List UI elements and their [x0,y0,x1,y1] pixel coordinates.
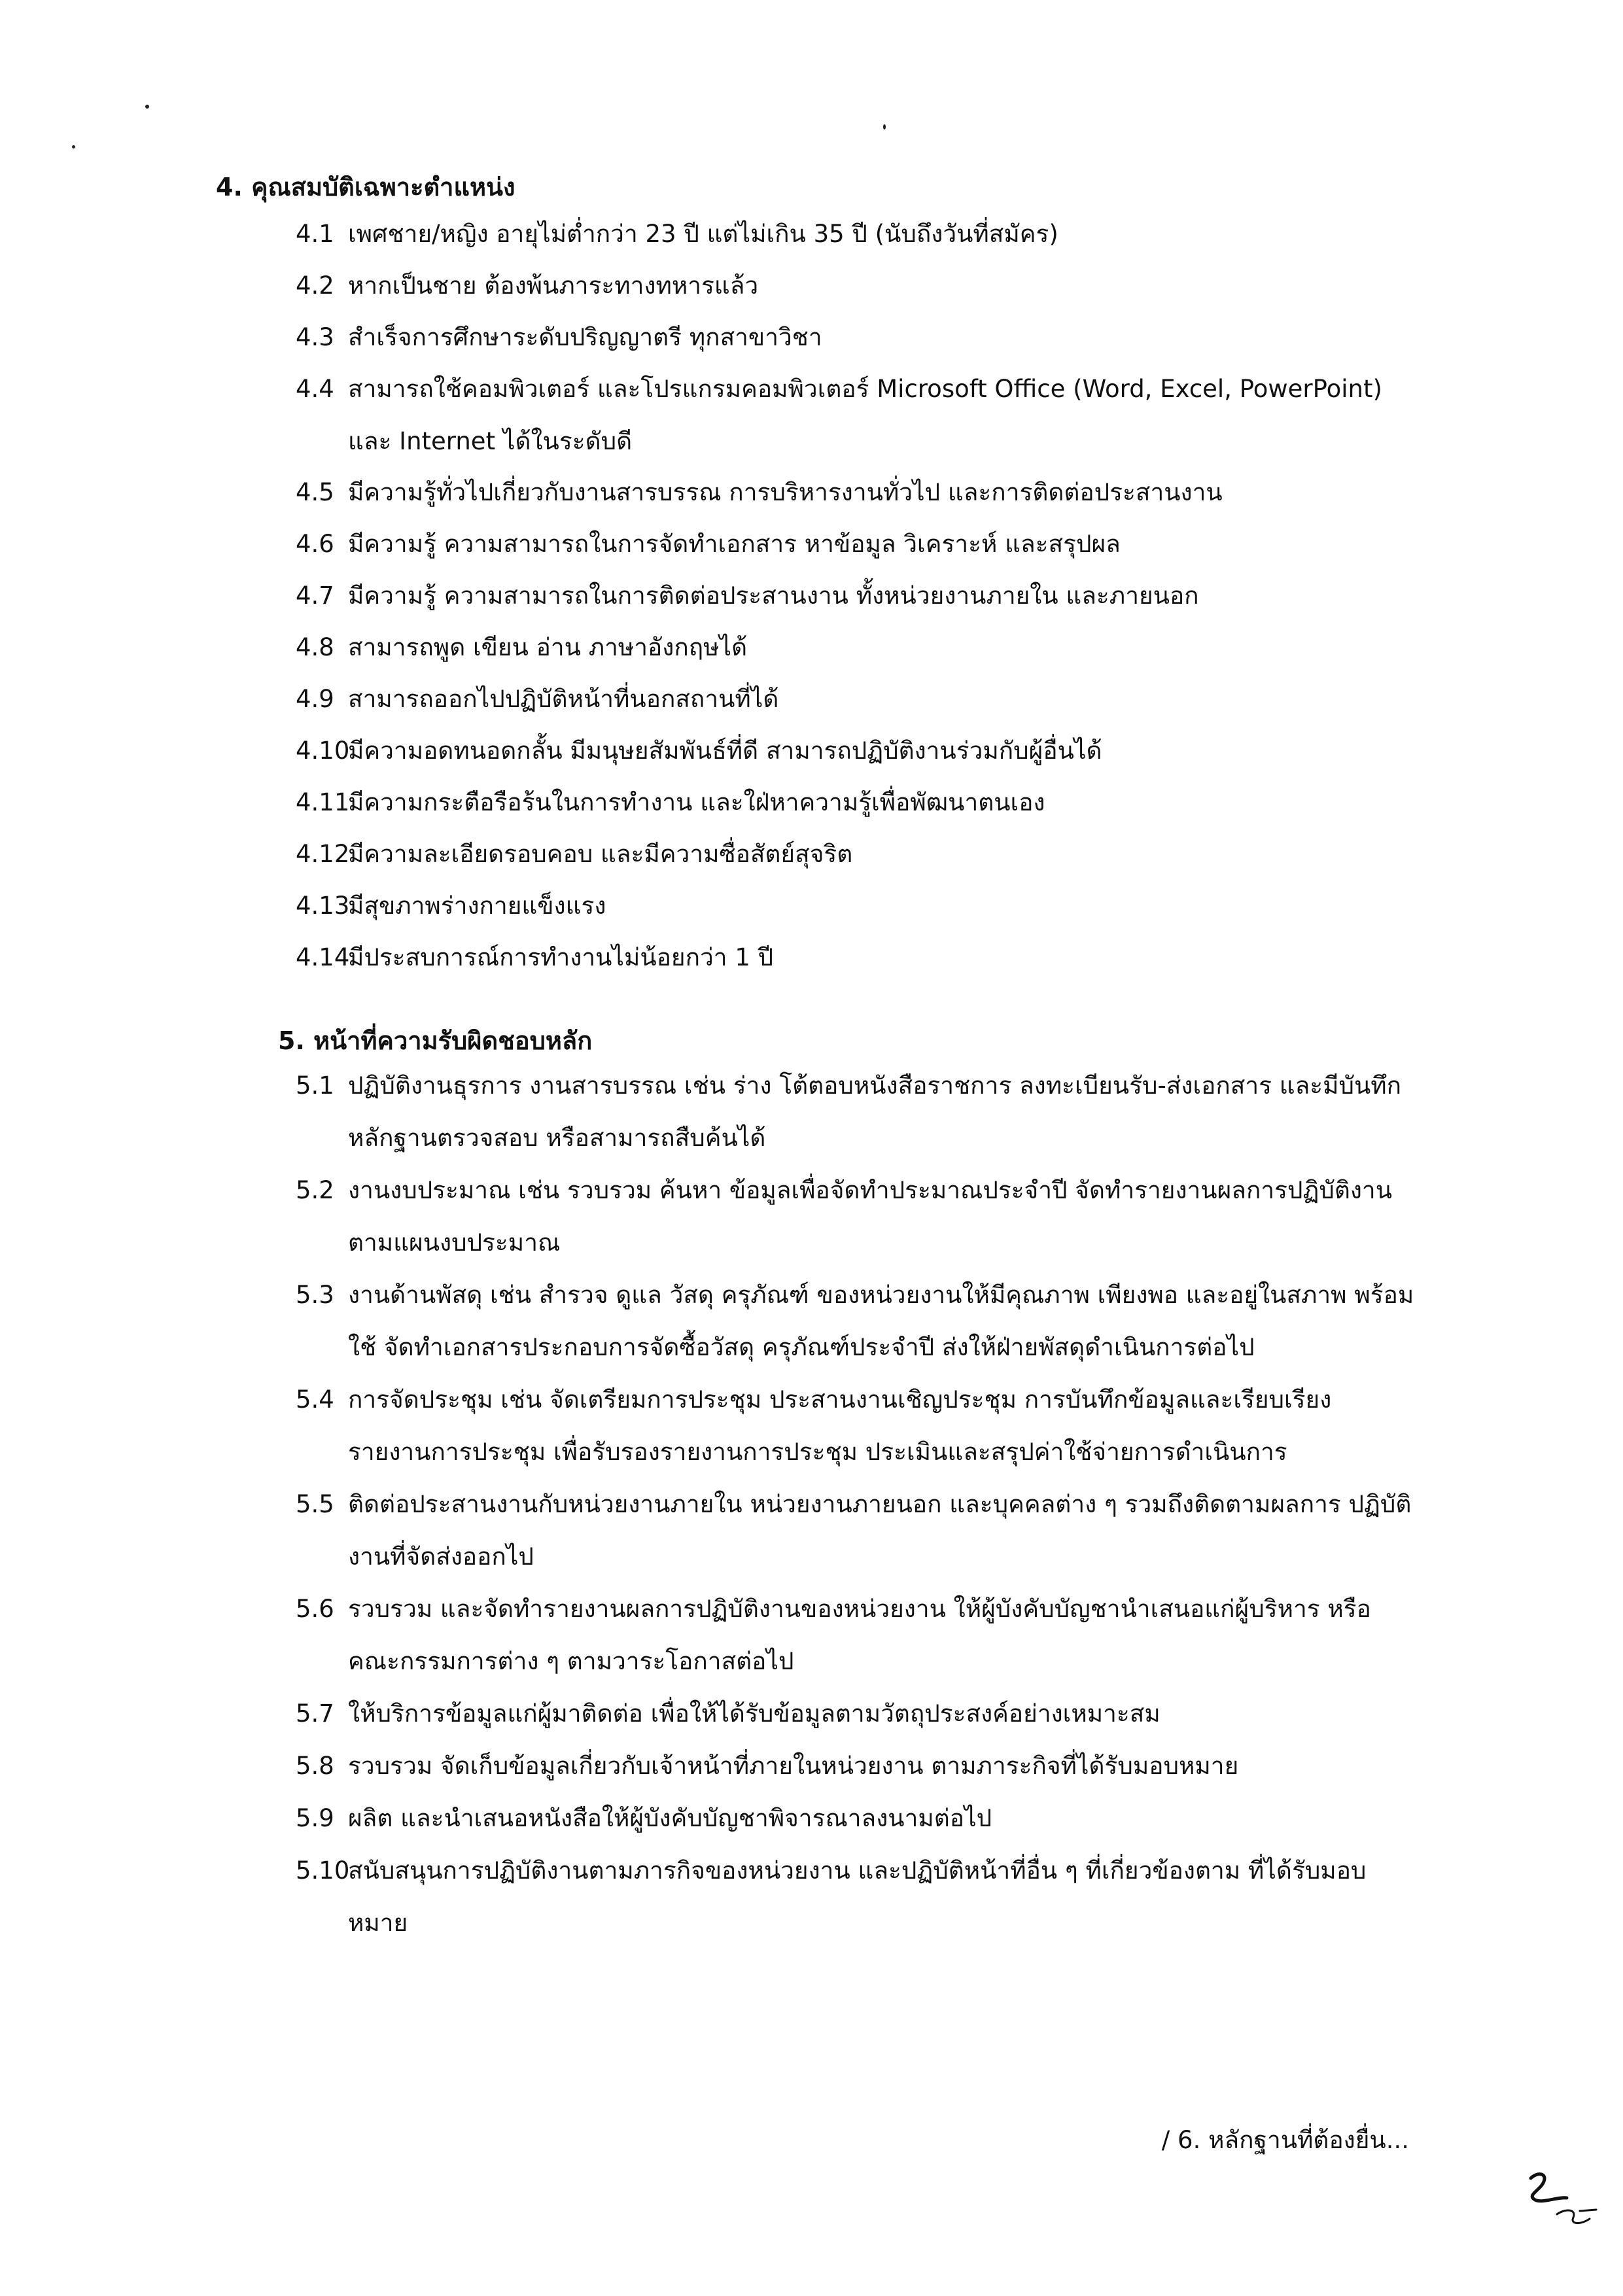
item-text: ให้บริการข้อมูลแก่ผู้มาติดต่อ เพื่อให้ได้รับข้อมูลตามวัตถุประสงค์อย่างเหมาะสม [348,1699,1161,1728]
item-text: มีประสบการณ์การทำงานไม่น้อยกว่า 1 ปี [348,943,774,971]
list-item [296,880,1421,932]
list-item [296,311,1421,364]
list-item [296,1740,1421,1792]
item-number: 5.7 [296,1699,334,1728]
item-text: สนับสนุนการปฏิบัติงานตามภารกิจของหน่วยงาน และปฏิบัติหน้าที่อื่น ๆ ที่เกี่ยวข้องตาม ที่ได้รับมอบหมาย [348,1856,1367,1937]
item-number: 5.6 [296,1595,334,1623]
item-number: 4.9 [296,685,334,713]
list-item [296,1845,1421,1949]
item-text: มีความรู้ ความสามารถในการติดต่อประสานงาน ทั้งหน่วยงานภายใน และภายนอก [348,582,1199,610]
list-item [296,1060,1421,1164]
item-text: ผลิต และนำเสนอหนังสือให้ผู้บังคับบัญชาพิจารณาลงนามต่อไป [348,1804,992,1832]
item-number: 4.6 [296,530,334,558]
list-item [296,570,1421,622]
item-text: มีความละเอียดรอบคอบ และมีความซื่อสัตย์สุจริต [348,840,853,868]
item-number: 4.2 [296,271,334,300]
item-text: มีสุขภาพร่างกายแข็งแรง [348,892,606,920]
item-text: ปฏิบัติงานธุรการ งานสารบรรณ เช่น ร่าง โต้ตอบหนังสือราชการ ลงทะเบียนรับ-ส่งเอกสาร และมีบันทึก หลักฐานตรวจสอบ หรือสามารถสืบค้นได้ [348,1071,1402,1152]
list-item [296,725,1421,777]
list-item [296,363,1421,468]
scan-speck [72,145,75,148]
item-number: 4.11 [296,788,350,816]
section-4-heading: 4. คุณสมบัติเฉพาะตำแหน่ง [216,173,515,201]
list-item [296,673,1421,725]
item-number: 4.10 [296,737,350,765]
list-item [296,1792,1421,1845]
item-text: เพศชาย/หญิง อายุไม่ต่ำกว่า 23 ปี แต่ไม่เกิน 35 ปี (นับถึงวันที่สมัคร) [348,220,1058,248]
item-number: 4.13 [296,892,350,920]
item-text: การจัดประชุม เช่น จัดเตรียมการประชุม ประสานงานเชิญประชุม การบันทึกข้อมูลและเรียบเรียง รายงานการประชุม เพื่อรับรองรายงานการประชุม ประเมินและสรุปค่าใช้จ่ายการดำเนินการ [348,1385,1332,1466]
item-number: 5.3 [296,1281,334,1309]
item-number: 4.4 [296,375,334,403]
item-text: รวบรวม และจัดทำรายงานผลการปฏิบัติงานของหน่วยงาน ให้ผู้บังคับบัญชานำเสนอแก่ผู้บริหาร หรือ คณะกรรมการต่าง ๆ ตามวาระโอกาสต่อไป [348,1595,1371,1675]
item-number: 4.14 [296,943,350,971]
item-number: 4.5 [296,478,334,506]
item-number: 5.5 [296,1490,334,1518]
item-number: 4.1 [296,220,334,248]
item-text: มีความอดทนอดกลั้น มีมนุษยสัมพันธ์ที่ดี สามารถปฏิบัติงานร่วมกับผู้อื่นได้ [348,737,1102,765]
item-number: 5.4 [296,1385,334,1414]
item-number: 4.12 [296,840,350,868]
list-item [296,1164,1421,1269]
item-number: 5.9 [296,1804,334,1832]
list-item [296,776,1421,829]
list-item [296,621,1421,674]
item-number: 5.8 [296,1752,334,1780]
list-item [296,466,1421,519]
item-number: 5.1 [296,1071,334,1100]
section-5-heading: 5. หน้าที่ความรับผิดชอบหลัก [278,1026,593,1055]
item-number: 5.10 [296,1856,350,1885]
list-item [296,1583,1421,1688]
item-text: รวบรวม จัดเก็บข้อมูลเกี่ยวกับเจ้าหน้าที่ภายในหน่วยงาน ตามภาระกิจที่ได้รับมอบหมาย [348,1752,1239,1780]
list-item [296,1478,1421,1583]
list-item [296,208,1421,260]
list-item [296,1688,1421,1740]
item-number: 4.7 [296,582,334,610]
item-text: มีความรู้ ความสามารถในการจัดทำเอกสาร หาข้อมูล วิเคราะห์ และสรุปผล [348,530,1121,558]
scan-speck [883,124,886,130]
item-text: มีความกระตือรือร้นในการทำงาน และใฝ่หาความรู้เพื่อพัฒนาตนเอง [348,788,1045,816]
item-text: งานด้านพัสดุ เช่น สำรวจ ดูแล วัสดุ ครุภัณฑ์ ของหน่วยงานให้มีคุณภาพ เพียงพอ และอยู่ในสภาพ พร้อมใช้ จัดทำเอกสารประกอบการจัดซื้อวัสดุ ครุภัณฑ์ประจำปี ส่งให้ฝ่ายพัสดุดำเนินการต่อไป [348,1281,1414,1361]
item-text: หากเป็นชาย ต้องพ้นภาระทางทหารแล้ว [348,271,759,300]
list-item [296,828,1421,880]
item-text: สามารถใช้คอมพิวเตอร์ และโปรแกรมคอมพิวเตอร์ Microsoft Office (Word, Excel, PowerPoint) และ Internet ได้ในระดับดี [348,375,1382,455]
scan-speck [145,105,149,109]
item-number: 4.3 [296,323,334,351]
list-item [296,518,1421,570]
item-text: สำเร็จการศึกษาระดับปริญญาตรี ทุกสาขาวิชา [348,323,822,351]
list-item [296,1374,1421,1478]
list-item [296,260,1421,312]
item-number: 4.8 [296,633,334,661]
item-text: ติดต่อประสานงานกับหน่วยงานภายใน หน่วยงานภายนอก และบุคคลต่าง ๆ รวมถึงติดตามผลการ ปฏิบัติงานที่จัดส่งออกไป [348,1490,1412,1571]
item-number: 5.2 [296,1176,334,1204]
list-item [296,931,1421,984]
handwritten-initials-signature [1518,2159,1603,2237]
continuation-note: / 6. หลักฐานที่ต้องยื่น... [1161,2126,1409,2154]
item-text: สามารถพูด เขียน อ่าน ภาษาอังกฤษได้ [348,633,748,661]
item-text: สามารถออกไปปฏิบัติหน้าที่นอกสถานที่ได้ [348,685,779,713]
list-item [296,1269,1421,1374]
item-text: มีความรู้ทั่วไปเกี่ยวกับงานสารบรรณ การบริหารงานทั่วไป และการติดต่อประสานงาน [348,478,1223,506]
item-text: งานงบประมาณ เช่น รวบรวม ค้นหา ข้อมูลเพื่อจัดทำประมาณประจำปี จัดทำรายงานผลการปฏิบัติงาน ตามแผนงบประมาณ [348,1176,1392,1257]
